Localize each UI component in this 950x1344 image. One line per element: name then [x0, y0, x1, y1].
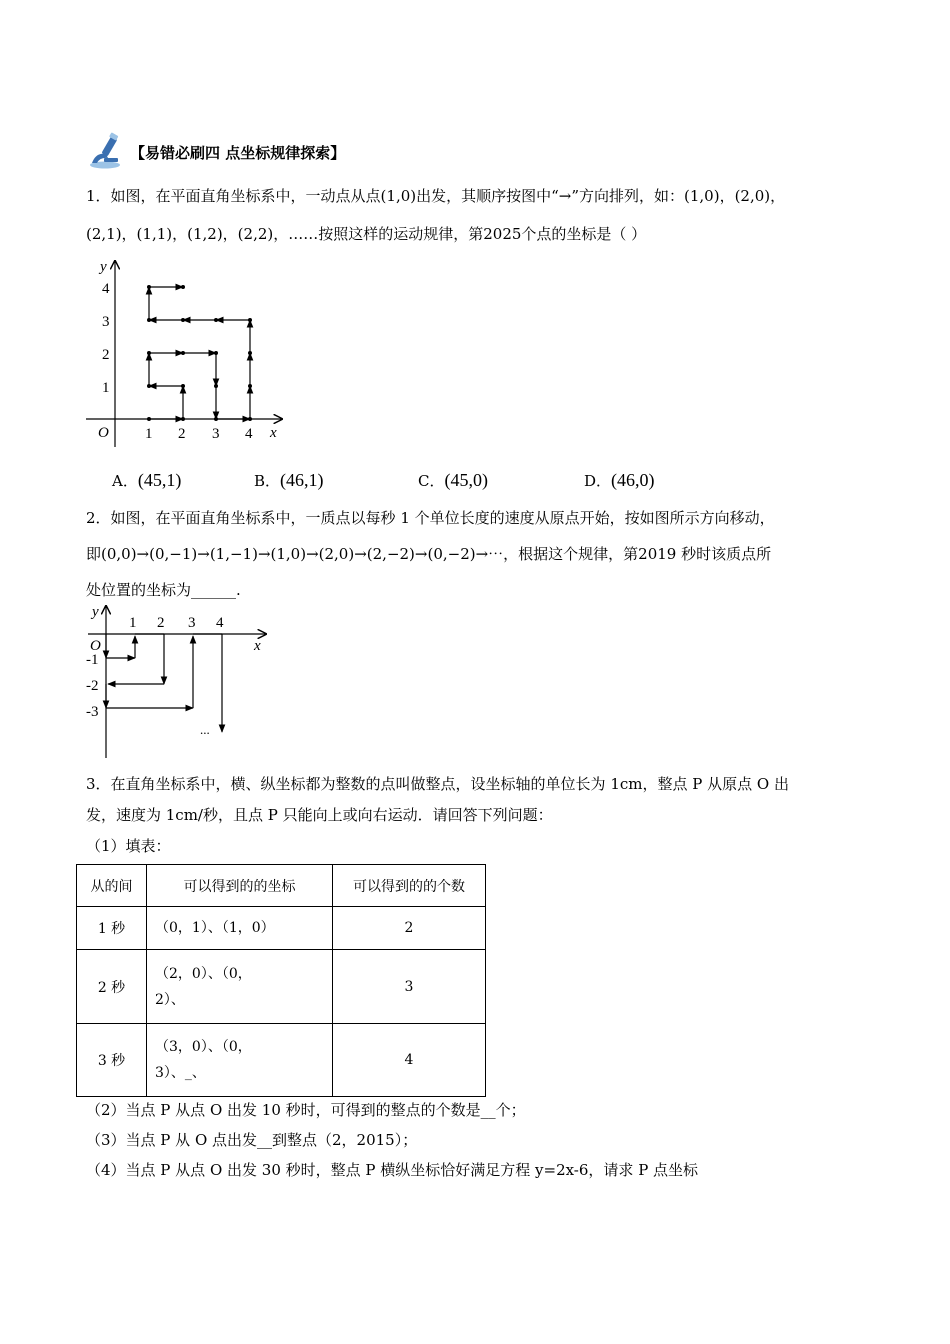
table-row	[77, 950, 486, 1024]
q1-x-tick: 1	[145, 426, 153, 442]
q1-origin-label: O	[98, 425, 109, 441]
q3-part3: （3）当点 P 从 O 点出发__到整点（2，2015）；	[86, 1131, 418, 1149]
q1-y-tick: 1	[102, 380, 110, 396]
table-cell-count: 4	[333, 1024, 486, 1097]
q2-text-line2: 即(0,0)→(0,−1)→(1,−1)→(1,0)→(2,0)→(2,−2)→(0,−2)→⋯，根据这个规律，第2019 秒时该质点所	[86, 545, 772, 563]
table-header: 可以得到的的个数	[333, 865, 486, 907]
q2-ellipsis: ...	[200, 722, 210, 737]
q1-path	[149, 287, 250, 419]
table-cell-time: 2 秒	[77, 950, 147, 1024]
table-header: 从的间	[77, 865, 147, 907]
q1-figure	[84, 255, 294, 450]
q2-path	[106, 634, 222, 732]
q2-x-tick: 4	[216, 615, 224, 631]
microscope-icon	[86, 132, 124, 170]
table-cell-coords: （2，0）、（0， 2）、	[147, 950, 333, 1024]
q1-x-tick: 3	[212, 426, 220, 442]
q3-text-line1: 3．在直角坐标系中，横、纵坐标都为整数的点叫做整点，设坐标轴的单位长为 1cm，整点 P 从原点 O 出	[86, 775, 789, 793]
q1-x-tick: 4	[245, 426, 253, 442]
table-cell-coords: （3，0）、（0， 3）、_、	[147, 1024, 333, 1097]
q3-table	[76, 864, 486, 1097]
q2-y-tick: -3	[86, 704, 99, 720]
q1-y-label: y	[100, 259, 107, 275]
q1-option-b[interactable]: B．(46,1)	[254, 470, 324, 490]
q2-y-tick: -2	[86, 678, 99, 694]
q2-text-line1: 2．如图，在平面直角坐标系中，一质点以每秒 1 个单位长度的速度从原点开始，按如图所示方向移动，	[86, 509, 775, 527]
q2-text-line3: 处位置的坐标为______.	[86, 581, 241, 599]
table-header: 可以得到的的坐标	[147, 865, 333, 907]
q2-y-tick: -1	[86, 652, 99, 668]
table-row	[77, 907, 486, 950]
q2-origin-label: O	[90, 638, 101, 654]
q3-part4: （4）当点 P 从点 O 出发 30 秒时，整点 P 横纵坐标恰好满足方程 y=2x-6，请求 P 点坐标	[86, 1161, 699, 1179]
q1-text-line1: 1．如图，在平面直角坐标系中，一动点从点(1,0)出发，其顺序按图中“→”方向排列，如：(1,0)，(2,0)，	[86, 187, 786, 205]
table-row	[77, 1024, 486, 1097]
q2-y-label: y	[92, 604, 99, 620]
q1-x-tick: 2	[178, 426, 186, 442]
q2-figure	[82, 600, 272, 762]
table-cell-time: 3 秒	[77, 1024, 147, 1097]
q1-option-a[interactable]: A．(45,1)	[112, 470, 182, 490]
q2-x-tick: 2	[157, 615, 165, 631]
q1-y-tick: 4	[102, 281, 110, 297]
table-cell-coords: （0，1）、（1，0）	[147, 907, 333, 950]
table-cell-count: 3	[333, 950, 486, 1024]
table-cell-count: 2	[333, 907, 486, 950]
q1-y-tick: 3	[102, 314, 110, 330]
q1-text-line2: (2,1)，(1,1)，(1,2)，(2,2)，……按照这样的运动规律，第2025个点的坐标是（ ）	[86, 225, 647, 243]
section-title: 【易错必刷四 点坐标规律探索】	[130, 144, 346, 162]
q1-y-tick: 2	[102, 347, 110, 363]
q1-option-c[interactable]: C．(45,0)	[418, 470, 488, 490]
q1-x-label: x	[270, 425, 277, 441]
q3-part1: （1）填表：	[86, 837, 171, 855]
q2-x-tick: 1	[129, 615, 137, 631]
q2-x-label: x	[254, 638, 261, 654]
q3-part2: （2）当点 P 从点 O 出发 10 秒时，可得到的整点的个数是__个；	[86, 1101, 526, 1119]
q3-text-line2: 发，速度为 1cm/秒，且点 P 只能向上或向右运动．请回答下列问题：	[86, 806, 553, 824]
q2-x-tick: 3	[188, 615, 196, 631]
q1-option-d[interactable]: D．(46,0)	[584, 470, 655, 490]
table-cell-time: 1 秒	[77, 907, 147, 950]
